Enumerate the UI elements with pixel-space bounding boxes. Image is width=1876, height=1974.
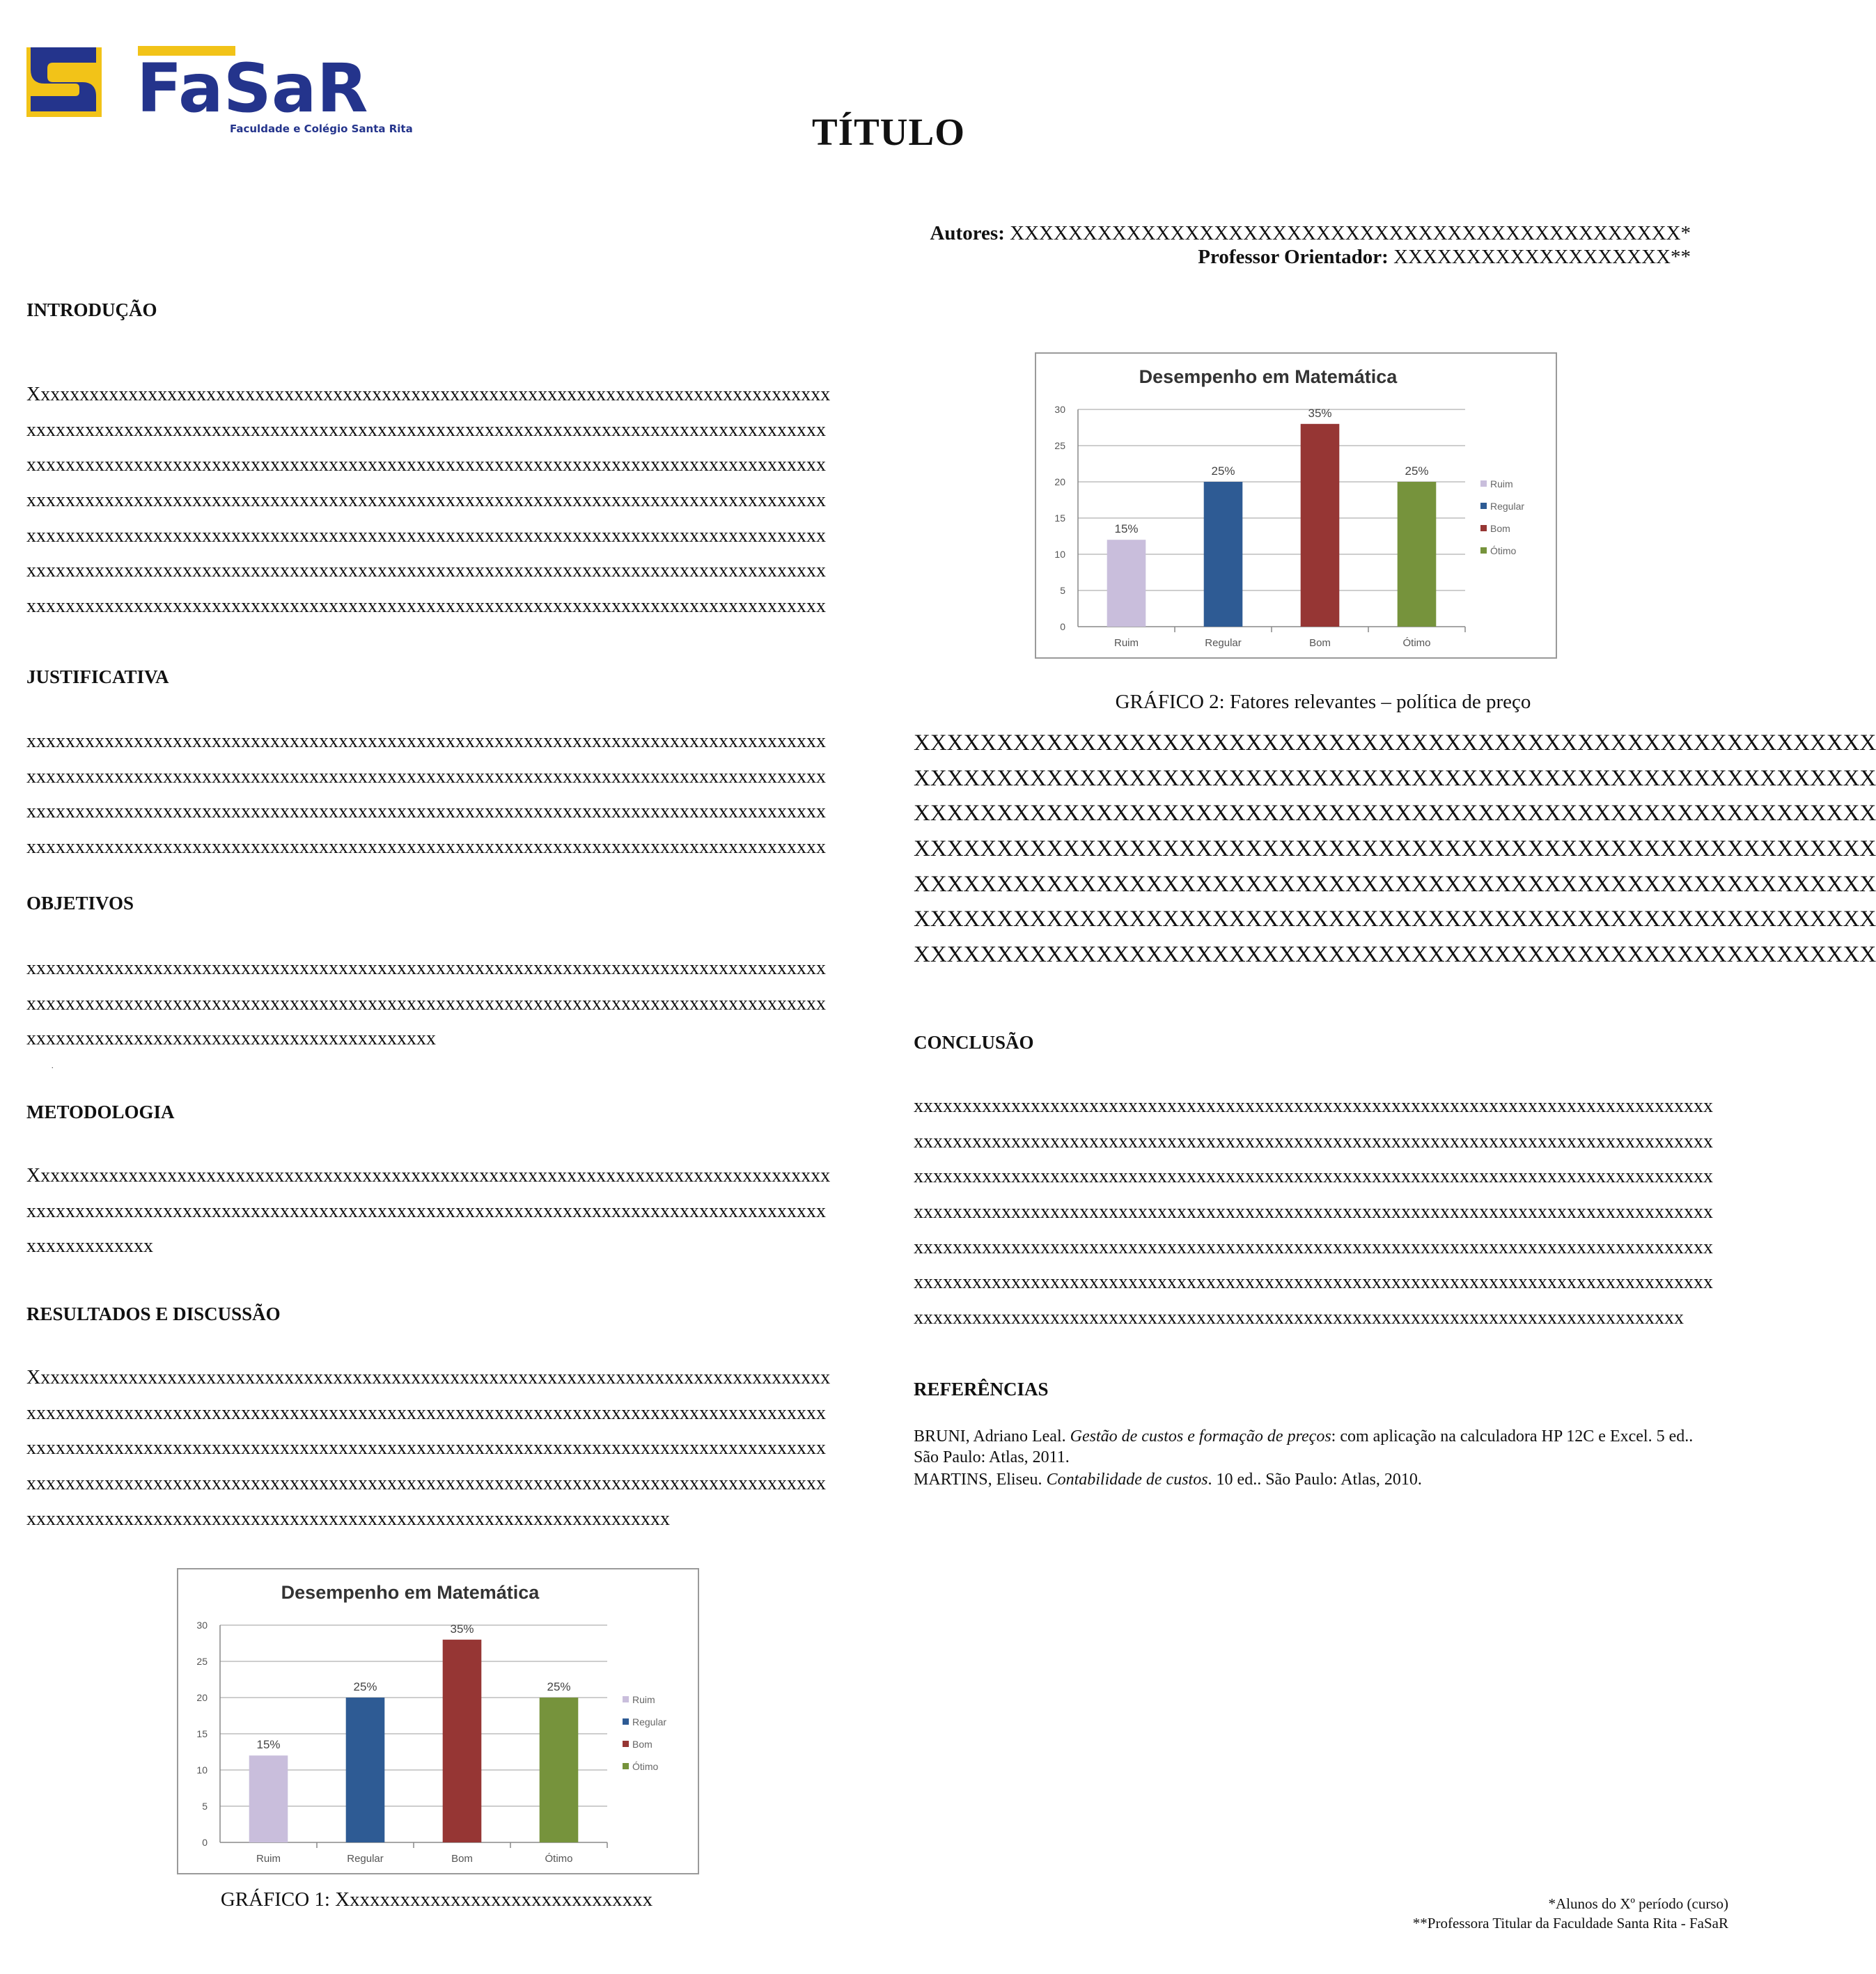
x-tick-label: Ótimo [545,1853,573,1865]
data-label: 15% [256,1738,281,1752]
paragraph-line: xxxxxxxxxxxxxxxxxxxxxxxxxxxxxxxxxxxxxxxxxxxxxxxxxxxxxxxxxxxxxxxxxxxxxxxxxxxxxxxxxx [26,489,826,512]
paragraph-line: xxxxxxxxxxxxxxxxxxxxxxxxxxxxxxxxxxxxxxxxxxxxxxxxxxxxxxxxxxxxxxxxxxxxxxxxxxxxxxxxxx [914,1166,1713,1188]
paragraph-line: Xxxxxxxxxxxxxxxxxxxxxxxxxxxxxxxxxxxxxxxxxxxxxxxxxxxxxxxxxxxxxxxxxxxxxxxxxxxxxxxxxx [26,1165,831,1186]
legend-swatch [1480,503,1487,509]
chart-grafico-1 [177,1568,699,1874]
heading-introducao: INTRODUÇÃO [26,299,157,320]
footnote-professora: **Professora Titular da Faculdade Santa Rita - FaSaR [1412,1915,1728,1932]
legend-entry: Ruim [1490,478,1513,489]
paragraph-line: xxxxxxxxxxxxxxxxxxxxxxxxxxxxxxxxxxxxxxxxxx [26,1028,436,1050]
y-tick-label: 25 [1054,440,1065,451]
chart-2-svg [1036,354,1556,657]
legend-swatch [623,1696,629,1702]
legend-swatch [1480,525,1487,531]
legend-entry: Bom [632,1739,652,1750]
data-label: 25% [1211,464,1235,478]
bar-bom [443,1640,482,1842]
y-tick-label: 10 [1054,549,1065,560]
reference-item [914,1469,1714,1490]
y-tick-label: 5 [1060,585,1065,596]
legend-swatch [623,1763,629,1769]
chart-grafico-2 [1035,352,1557,659]
x-tick-label: Ruim [1113,637,1139,649]
legend-entry: Regular [632,1716,667,1728]
chart-1-svg [178,1569,698,1873]
paragraph-line: xxxxxxxxxxxxxxxxxxxxxxxxxxxxxxxxxxxxxxxxxxxxxxxxxxxxxxxxxxxxxxxxxxxxxxxxxxxxxxxxxx [914,1201,1713,1223]
reference-author: BRUNI, Adriano Leal. [914,1427,1070,1446]
paragraph-resultados [26,1361,876,1537]
bar-ótimo [1398,482,1437,627]
bar-ruim [249,1755,288,1842]
paragraph-justificativa [26,724,876,865]
heading-objetivos: OBJETIVOS [26,893,134,914]
y-tick-label: 5 [202,1801,208,1812]
reference-item [914,1426,1714,1468]
data-label: 35% [1308,406,1332,420]
orientador-label: Professor Orientador: [1198,246,1389,268]
paragraph-line: xxxxxxxxxxxxxxxxxxxxxxxxxxxxxxxxxxxxxxxxxxxxxxxxxxxxxxxxxxxxxxxxxxxxxxxxxxxxxxxxxx [26,1437,826,1459]
y-tick-label: 25 [196,1656,208,1667]
paragraph-line: xxxxxxxxxxxxxxxxxxxxxxxxxxxxxxxxxxxxxxxxxxxxxxxxxxxxxxxxxxxxxxxxxxxxxxxxxxxxxxxxxx [26,992,826,1015]
data-label: 25% [1405,464,1429,478]
paragraph-line: xxxxxxxxxxxxxxxxxxxxxxxxxxxxxxxxxxxxxxxxxxxxxxxxxxxxxxxxxxxxxxxxxxxxxxxxxxxxxxxxxx [26,454,826,476]
heading-referencias: REFERÊNCIAS [914,1379,1049,1400]
bar-bom [1301,424,1340,627]
paragraph-line: xxxxxxxxxxxxxxxxxxxxxxxxxxxxxxxxxxxxxxxxxxxxxxxxxxxxxxxxxxxxxxxxxxxxxxxxxxxxxxxxxx [914,1130,1713,1152]
legend-entry: Ruim [632,1694,655,1705]
paragraph-line: XXXXXXXXXXXXXXXXXXXXXXXXXXXXXXXXXXXXXXXXXXXXXXXXXXXXXXXXXX [914,942,1876,968]
paragraph-line: xxxxxxxxxxxxxxxxxxxxxxxxxxxxxxxxxxxxxxxxxxxxxxxxxxxxxxxxxxxxxxxxxxxxxxxxxxxxxxxxxx [26,524,826,547]
paragraph-line: Xxxxxxxxxxxxxxxxxxxxxxxxxxxxxxxxxxxxxxxxxxxxxxxxxxxxxxxxxxxxxxxxxxxxxxxxxxxxxxxxxx [26,1367,831,1388]
chart-title: Desempenho em Matemática [1139,366,1398,387]
reference-title: Contabilidade de custos [1046,1471,1208,1489]
paragraph-line: xxxxxxxxxxxxxxxxxxxxxxxxxxxxxxxxxxxxxxxxxxxxxxxxxxxxxxxxxxxxxxxxxxxxxxxxxxxxxxxxxx [26,560,826,582]
caption-grafico-2: GRÁFICO 2: Fatores relevantes – política de preço [1115,691,1531,713]
autores-value: XXXXXXXXXXXXXXXXXXXXXXXXXXXXXXXXXXXXXXXXXXXXXX* [1010,222,1691,244]
bar-regular [1204,482,1243,627]
page-title: TÍTULO [812,111,965,153]
paragraph-line: Xxxxxxxxxxxxxxxxxxxxxxxxxxxxxxxxxxxxxxxxxxxxxxxxxxxxxxxxxxxxxxxxxxxxxxxxxxxxxxxxxx [26,384,831,405]
y-tick-label: 15 [196,1728,208,1739]
chart-title: Desempenho em Matemática [281,1582,540,1603]
heading-resultados: RESULTADOS E DISCUSSÃO [26,1303,281,1324]
paragraph-introducao [26,377,876,625]
paragraph-line: XXXXXXXXXXXXXXXXXXXXXXXXXXXXXXXXXXXXXXXXXXXXXXXXXXXXXXXXXX [914,801,1876,827]
x-tick-label: Regular [1205,637,1242,649]
paragraph-conclusao [914,1089,1721,1336]
reference-author: MARTINS, Eliseu. [914,1471,1047,1489]
heading-conclusao: CONCLUSÃO [914,1032,1034,1053]
footnotes [1413,1894,1728,1933]
paragraph-line: xxxxxxxxxxxxxxxxxxxxxxxxxxxxxxxxxxxxxxxxxxxxxxxxxxxxxxxxxxxxxxxxxxxxxxxxxxxxxxxxxx [26,1402,826,1424]
caption-grafico-1: GRÁFICO 1: Xxxxxxxxxxxxxxxxxxxxxxxxxxxxxxx [220,1888,653,1911]
x-tick-label: Ótimo [1402,637,1431,649]
data-label: 25% [353,1680,377,1693]
paragraph-line: xxxxxxxxxxxxxxxxxxxxxxxxxxxxxxxxxxxxxxxxxxxxxxxxxxxxxxxxxxxxxxxxxxxxxxxxxxxxxxx [914,1307,1684,1329]
data-label: 35% [450,1622,474,1636]
y-tick-label: 30 [1054,404,1065,415]
y-tick-label: 20 [1054,476,1065,487]
y-tick-label: 0 [202,1837,208,1848]
paragraph-line: xxxxxxxxxxxxxxxxxxxxxxxxxxxxxxxxxxxxxxxxxxxxxxxxxxxxxxxxxxxxxxxxxxxxxxxxxxxxxxxxxx [26,418,826,441]
legend-entry: Bom [1490,523,1510,534]
paragraph-line: XXXXXXXXXXXXXXXXXXXXXXXXXXXXXXXXXXXXXXXXXXXXXXXXXXXXXXXXXX [914,730,1876,755]
y-tick-label: 15 [1054,512,1065,524]
reference-details: . 10 ed.. São Paulo: Atlas, 2010. [1207,1471,1422,1489]
paragraph-resultados-continuacao [914,726,1876,973]
heading-metodologia: METODOLOGIA [26,1102,175,1122]
legend-swatch [623,1741,629,1747]
x-tick-label: Bom [1309,637,1331,649]
x-tick-label: Ruim [256,1853,281,1865]
legend-entry: Ótimo [1490,545,1517,556]
paragraph-objetivos [26,951,876,1057]
paragraph-line: xxxxxxxxxxxxxxxxxxxxxxxxxxxxxxxxxxxxxxxxxxxxxxxxxxxxxxxxxxxxxxxxxxxxxxxxxxxxxxxxxx [26,801,826,823]
legend-swatch [623,1718,629,1725]
paragraph-line: xxxxxxxxxxxxxxxxxxxxxxxxxxxxxxxxxxxxxxxxxxxxxxxxxxxxxxxxxxxxxxxxxxxxxxxxxxxxxxxxxx [26,957,826,979]
reference-details: : com aplicação na calculadora HP 12C e Excel. 5 ed.. São Paulo: Atlas, 2011. [914,1427,1694,1466]
bar-ruim [1107,540,1146,627]
x-tick-label: Bom [451,1853,473,1865]
x-tick-label: Regular [347,1853,384,1865]
legend-entry: Ótimo [632,1761,659,1772]
authors-block [930,221,1691,269]
paragraph-line: xxxxxxxxxxxxxxxxxxxxxxxxxxxxxxxxxxxxxxxxxxxxxxxxxxxxxxxxxxxxxxxxxxxxxxxxxxxxxxxxxx [26,765,826,788]
logo-subtitle: Faculdade e Colégio Santa Rita [230,123,413,135]
orientador-value: XXXXXXXXXXXXXXXXXXX** [1393,246,1691,268]
reference-title: Gestão de custos e formação de preços [1070,1427,1331,1446]
paragraph-line: xxxxxxxxxxxxxxxxxxxxxxxxxxxxxxxxxxxxxxxxxxxxxxxxxxxxxxxxxxxxxxxxxxxxxxxxxxxxxxxxxx [26,1200,826,1222]
paragraph-line: xxxxxxxxxxxxxxxxxxxxxxxxxxxxxxxxxxxxxxxxxxxxxxxxxxxxxxxxxxxxxxxxxxxxxxxxxxxxxxxxxx [914,1271,1713,1294]
paragraph-line: XXXXXXXXXXXXXXXXXXXXXXXXXXXXXXXXXXXXXXXXXXXXXXXXXXXXXXXXXX [914,836,1876,862]
references-list [914,1426,1714,1491]
footnote-alunos: *Alunos do Xº período (curso) [1548,1895,1728,1912]
paragraph-line: xxxxxxxxxxxxxxxxxxxxxxxxxxxxxxxxxxxxxxxxxxxxxxxxxxxxxxxxxxxxxxxxxxxxxxxxxxxxxxxxxx [26,730,826,752]
y-tick-label: 0 [1060,621,1065,632]
paragraph-line: xxxxxxxxxxxxxxxxxxxxxxxxxxxxxxxxxxxxxxxxxxxxxxxxxxxxxxxxxxxxxxxxxxxxxxxxxxxxxxxxxx [26,836,826,859]
y-tick-label: 20 [196,1692,208,1703]
paragraph-line: xxxxxxxxxxxxxxxxxxxxxxxxxxxxxxxxxxxxxxxxxxxxxxxxxxxxxxxxxxxxxxxxxxxxxxxxxxxxxxxxxx [914,1236,1713,1258]
autores-label: Autores: [930,222,1005,244]
bar-ótimo [540,1698,579,1842]
paragraph-line: xxxxxxxxxxxxx [26,1235,153,1258]
paragraph-line: XXXXXXXXXXXXXXXXXXXXXXXXXXXXXXXXXXXXXXXXXXXXXXXXXXXXXXXXXX [914,871,1876,897]
paragraph-line: XXXXXXXXXXXXXXXXXXXXXXXXXXXXXXXXXXXXXXXXXXXXXXXXXXXXXXXXXX [914,765,1876,791]
paragraph-line: xxxxxxxxxxxxxxxxxxxxxxxxxxxxxxxxxxxxxxxxxxxxxxxxxxxxxxxxxxxxxxxxxx [26,1507,670,1530]
paragraph-line: xxxxxxxxxxxxxxxxxxxxxxxxxxxxxxxxxxxxxxxxxxxxxxxxxxxxxxxxxxxxxxxxxxxxxxxxxxxxxxxxxx [26,1473,826,1495]
paragraph-line: xxxxxxxxxxxxxxxxxxxxxxxxxxxxxxxxxxxxxxxxxxxxxxxxxxxxxxxxxxxxxxxxxxxxxxxxxxxxxxxxxx [914,1095,1713,1117]
y-tick-label: 30 [196,1620,208,1631]
paragraph-line: XXXXXXXXXXXXXXXXXXXXXXXXXXXXXXXXXXXXXXXXXXXXXXXXXXXXXXXXXX [914,907,1876,932]
paragraph-line: xxxxxxxxxxxxxxxxxxxxxxxxxxxxxxxxxxxxxxxxxxxxxxxxxxxxxxxxxxxxxxxxxxxxxxxxxxxxxxxxxx [26,595,826,618]
legend-entry: Regular [1490,501,1525,512]
y-tick-label: 10 [196,1764,208,1776]
legend-swatch [1480,480,1487,487]
data-label: 15% [1114,522,1139,536]
stray-dot: . [52,1063,54,1070]
logo-wordmark: FaSaR [136,49,368,127]
heading-justificativa: JUSTIFICATIVA [26,666,169,687]
data-label: 25% [547,1680,571,1693]
paragraph-metodologia [26,1159,876,1264]
legend-swatch [1480,547,1487,554]
bar-regular [346,1698,385,1842]
